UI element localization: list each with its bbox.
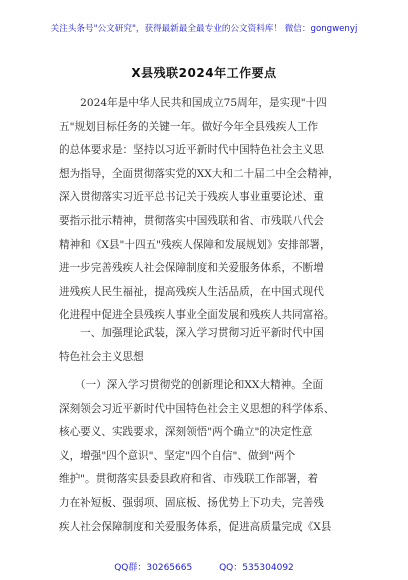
document-title: X县残联2024年工作要点 [131, 66, 277, 80]
heading-line: 一、加强理论武装，深入学习贯彻习近平新时代中国 [59, 327, 324, 339]
section-heading [59, 322, 351, 369]
text-line: 想为指导，全面贯彻落实党的XX大和二十届二中全会精神， [59, 167, 339, 180]
footer-contacts [0, 560, 408, 573]
text-line: 2024年是中华人民共和国成立75周年，是实现"十四 [59, 97, 327, 109]
text-line: 进残疾人民生福祉，提高残疾人生活品质，在中国式现代 [59, 285, 324, 298]
text-line: 义，增强"四个意识"、坚定"四个自信"、做到"两个 [59, 449, 296, 462]
text-line: 核心要义、实践要求，深刻领悟"两个确立"的决定性意 [59, 426, 313, 439]
item-paragraph [59, 374, 351, 539]
text-line: 五"规划目标任务的关键一年。做好今年全县残疾人工作 [59, 120, 319, 133]
text-line: 要指示批示精神，贯彻落实中国残联和省、市残联八代会 [59, 214, 324, 227]
intro-paragraph [59, 92, 351, 328]
text-line: 力在补短板、强弱项、固底板、扬优势上下功夫，完善残 [59, 496, 324, 509]
text-line: 进一步完善残疾人社会保障制度和关爱服务体系，不断增 [59, 262, 324, 275]
text-line: 的总体要求是：坚持以习近平新时代中国特色社会主义思 [59, 144, 324, 157]
text-line: 疾人社会保障制度和关爱服务体系，促进高质量完成《X县 [59, 520, 332, 533]
text-line: 精神和《X县"十四五"残疾人保障和发展规划》安排部署， [59, 238, 331, 251]
text-line: 维护"。贯彻落实县委县政府和省、市残联工作部署，着 [59, 473, 319, 486]
text-line: 深入贯彻落实习近平总书记关于残疾人事业重要论述、重 [59, 191, 324, 204]
qq-contact: QQ：535304092 [219, 563, 294, 573]
header-note: 关注头条号"公文研究"，获得最新最全最专业的公文资料库！ 微信：gongwenyj [50, 24, 358, 34]
text-line: 深刻领会习近平新时代中国特色社会主义思想的科学体系、 [59, 402, 335, 415]
heading-line: 特色社会主义思想 [59, 350, 144, 363]
qq-group: QQ群：30265665 [114, 563, 193, 573]
text-line: 化进程中促进全县残疾人事业全面发展和残疾人共同富裕。 [59, 309, 335, 322]
text-line: （一）深入学习贯彻党的创新理论和XX大精神。全面 [59, 379, 324, 391]
